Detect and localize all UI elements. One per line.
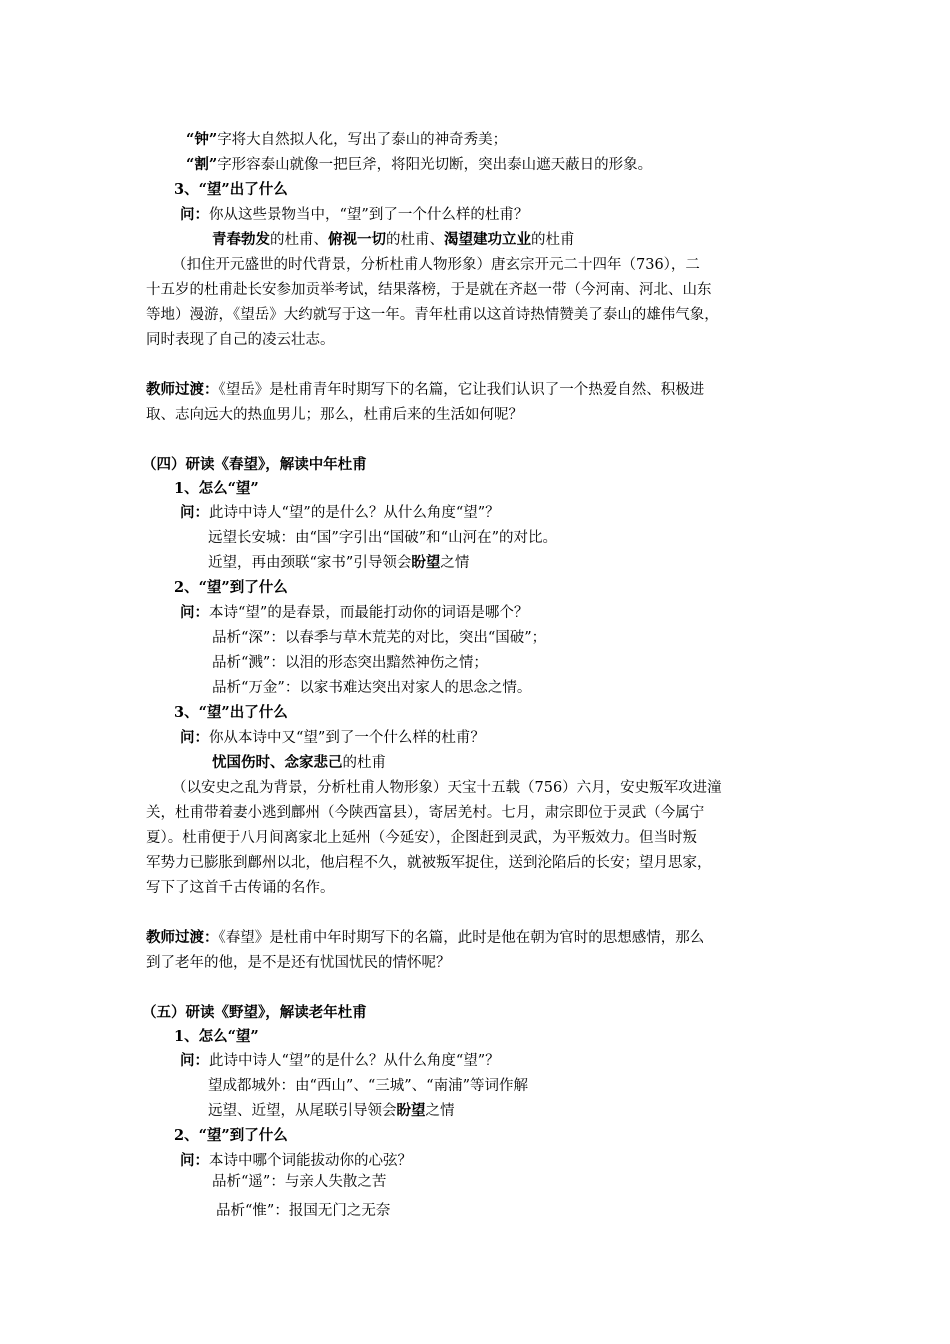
paragraph-line: 同时表现了自己的凌云壮志。 bbox=[146, 332, 335, 348]
analysis-zhong: “钟”字将大自然拟人化，写出了泰山的神奇秀美； bbox=[186, 131, 508, 148]
section-5-title: （五）研读《野望》，解读老年杜甫 bbox=[142, 1004, 367, 1021]
heading-2-what: 2、“望”到了什么 bbox=[174, 1127, 288, 1144]
analysis-shen: 品析“深”：以春季与草木荒芜的对比，突出“国破”； bbox=[212, 630, 547, 646]
teacher-transition-1-cont: 取、志向远大的热血男儿；那么，杜甫后来的生活如何呢？ bbox=[146, 407, 523, 423]
section-4-title: （四）研读《春望》，解读中年杜甫 bbox=[142, 456, 367, 473]
key-ge: “割” bbox=[186, 156, 218, 173]
paragraph-line: 军势力已膨胀到鄜州以北，他启程不久，就被叛军捉住，送到沦陷后的长安；望月思家， bbox=[146, 855, 712, 871]
paragraph-line: 夏）。杜甫便于八月间离家北上延州（今延安），企图赶到灵武，为平叛效力。但当时叛 bbox=[146, 830, 697, 846]
answer-near-view: 近望，再由颈联“家书”引导领会盼望之情 bbox=[208, 554, 470, 571]
heading-1-how: 1、怎么“望” bbox=[174, 480, 259, 497]
paragraph-line: 等地）漫游，《望岳》大约就写于这一年。青年杜甫以这首诗热情赞美了泰山的雄伟气象， bbox=[146, 307, 719, 323]
analysis-wei: 品析“惟”：报国无门之无奈 bbox=[216, 1203, 391, 1219]
answer-far-near-view: 远望、近望，从尾联引导领会盼望之情 bbox=[208, 1102, 455, 1119]
teacher-transition-2: 教师过渡：《春望》是杜甫中年时期写下的名篇，此时是他在朝为官时的思想感情，那么 bbox=[146, 929, 705, 946]
question-3: 问：你从本诗中又“望”到了一个什么样的杜甫？ bbox=[180, 729, 485, 746]
teacher-transition-1: 教师过渡：《望岳》是杜甫青年时期写下的名篇，它让我们认识了一个热爱自然、积极进 bbox=[146, 381, 705, 398]
paragraph-line: （扣住开元盛世的时代背景，分析杜甫人物形象）唐玄宗开元二十四年（736），二 bbox=[172, 257, 700, 273]
heading-3-wang-chu: 3、“望”出了什么 bbox=[174, 181, 288, 198]
analysis-ge: “割”字形容泰山就像一把巨斧，将阳光切断，突出泰山遮天蔽日的形象。 bbox=[186, 156, 653, 173]
teacher-transition-2-cont: 到了老年的他，是不是还有忧国忧民的情怀呢？ bbox=[146, 955, 451, 971]
question-2: 问：本诗“望”的是春景，而最能打动你的词语是哪个？ bbox=[180, 604, 529, 621]
heading-3-wang-chu: 3、“望”出了什么 bbox=[174, 704, 288, 721]
analysis-yao: 品析“遥”：与亲人失散之苦 bbox=[212, 1174, 387, 1190]
answer-chengdu-view: 望成都城外：由“西山”、“三城”、“南浦”等词作解 bbox=[208, 1078, 528, 1094]
answer-youth-dufu: 青春勃发的杜甫、俯视一切的杜甫、渴望建功立业的杜甫 bbox=[212, 231, 575, 248]
answer-middle-age-dufu: 忧国伤时、念家悲己的杜甫 bbox=[212, 754, 386, 771]
question-1: 问：此诗中诗人“望”的是什么？从什么角度“望”？ bbox=[180, 1052, 500, 1069]
question-2: 问：本诗中哪个词能拔动你的心弦？ bbox=[180, 1152, 412, 1169]
key-zhong: “钟” bbox=[186, 131, 218, 148]
question-3: 问：你从这些景物当中，“望”到了一个什么样的杜甫？ bbox=[180, 206, 529, 223]
paragraph-line: （以安史之乱为背景，分析杜甫人物形象）天宝十五载（756）六月，安史叛军攻进潼 bbox=[172, 780, 722, 796]
paragraph-line: 关，杜甫带着妻小逃到鄜州（今陕西富县），寄居羌村。七月，肃宗即位于灵武（今属宁 bbox=[146, 805, 705, 821]
heading-2-what: 2、“望”到了什么 bbox=[174, 579, 288, 596]
paragraph-line: 十五岁的杜甫赴长安参加贡举考试，结果落榜，于是就在齐赵一带（今河南、河北、山东 bbox=[146, 282, 712, 298]
question-1: 问：此诗中诗人“望”的是什么？从什么角度“望”？ bbox=[180, 504, 500, 521]
analysis-wanjin: 品析“万金”：以家书难达突出对家人的思念之情。 bbox=[212, 680, 532, 696]
answer-far-view: 远望长安城：由“国”字引出“国破”和“山河在”的对比。 bbox=[208, 530, 557, 546]
analysis-jian: 品析“溅”：以泪的形态突出黯然神伤之情； bbox=[212, 655, 488, 671]
paragraph-line: 写下了这首千古传诵的名作。 bbox=[146, 880, 335, 896]
heading-1-how: 1、怎么“望” bbox=[174, 1028, 259, 1045]
